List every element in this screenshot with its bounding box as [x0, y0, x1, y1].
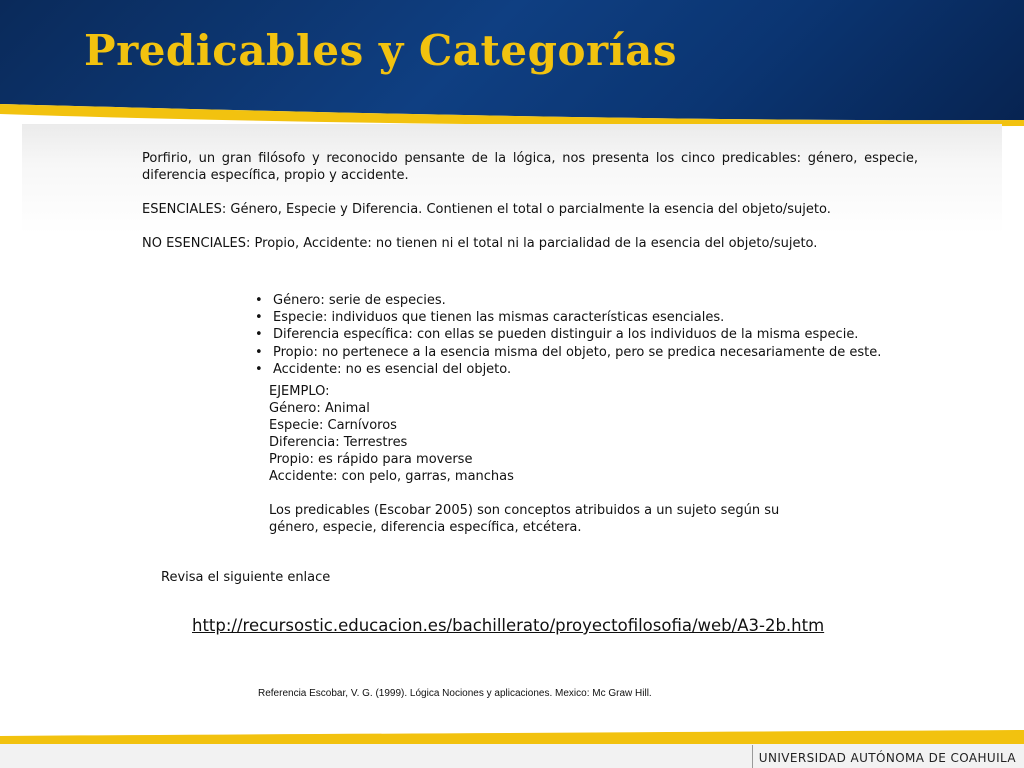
- header-gold-stripe: [0, 0, 1024, 132]
- example-especie: Especie: Carnívoros: [269, 418, 397, 433]
- institution-name: UNIVERSIDAD AUTÓNOMA DE COAHUILA: [758, 751, 1016, 765]
- resource-link[interactable]: http://recursostic.educacion.es/bachillerato/proyectofilosofia/web/A3-2b.htm: [192, 616, 825, 635]
- example-note-line2: género, especie, diferencia específica, etcétera.: [269, 520, 582, 535]
- list-item: • Diferencia específica: con ellas se pueden distinguir a los individuos de la misma especie.: [255, 326, 881, 343]
- example-note-line1: Los predicables (Escobar 2005) son conceptos atribuidos a un sujeto según su: [269, 503, 780, 518]
- example-propio: Propio: es rápido para moverse: [269, 452, 473, 467]
- essential-paragraph: ESENCIALES: Género, Especie y Diferencia. Contienen el total o parcialmente la esencia del objeto/sujeto.: [142, 202, 831, 217]
- example-accidente: Accidente: con pelo, garras, manchas: [269, 469, 514, 484]
- list-item: • Accidente: no es esencial del objeto.: [255, 361, 881, 378]
- predicables-list: [255, 292, 881, 378]
- reference-citation: Referencia Escobar, V. G. (1999). Lógica Nociones y aplicaciones. Mexico: Mc Graw Hill.: [258, 688, 652, 699]
- link-prompt: Revisa el siguiente enlace: [161, 570, 331, 585]
- slide-title: Predicables y Categorías: [84, 26, 677, 75]
- intro-paragraph: Porfirio, un gran filósofo y reconocido pensante de la lógica, nos presenta los cinco predicables: género, especie, diferencia específica, propio y accidente.: [142, 151, 918, 183]
- list-item: • Género: serie de especies.: [255, 292, 881, 309]
- example-block: [269, 383, 779, 536]
- example-genero: Género: Animal: [269, 401, 370, 416]
- list-item: • Propio: no pertenece a la esencia misma del objeto, pero se predica necesariamente de este.: [255, 344, 881, 361]
- example-diferencia: Diferencia: Terrestres: [269, 435, 408, 450]
- slide-header: [0, 0, 1024, 132]
- non-essential-paragraph: NO ESENCIALES: Propio, Accidente: no tienen ni el total ni la parcialidad de la esencia del objeto/sujeto.: [142, 236, 818, 251]
- example-heading: EJEMPLO:: [269, 384, 330, 399]
- spacer: [269, 485, 779, 502]
- footer-divider: [752, 745, 753, 768]
- list-item: • Especie: individuos que tienen las mismas características esenciales.: [255, 309, 881, 326]
